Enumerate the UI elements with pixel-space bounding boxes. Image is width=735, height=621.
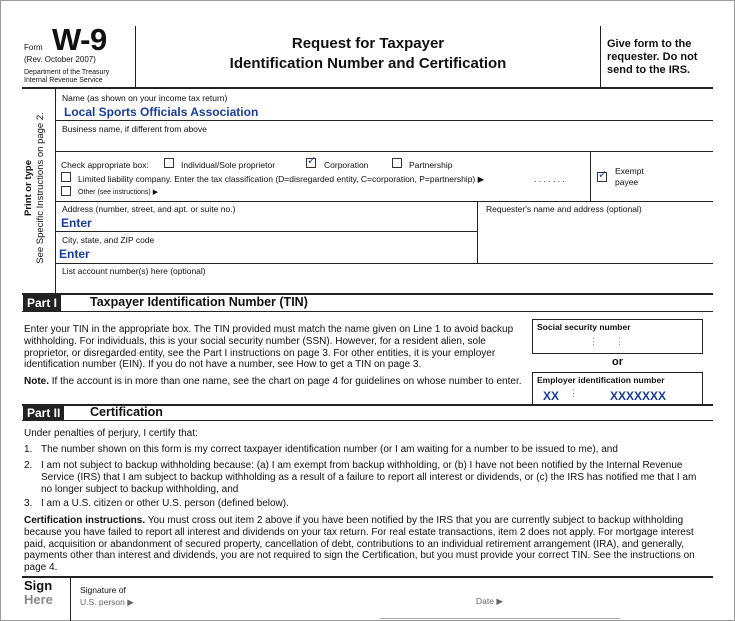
name-label: Name (as shown on your income tax return) (62, 93, 228, 103)
exempt-label-line1: Exempt (615, 166, 644, 176)
rule-address (55, 231, 477, 232)
requester-field[interactable] (486, 216, 706, 258)
signature-label-line2: U.S. person ▶ (80, 597, 134, 607)
sign-line2: Here (24, 592, 53, 607)
part1-title: Taxpayer Identification Number (TIN) (90, 295, 308, 309)
part2-title: Certification (90, 405, 163, 419)
date-label: Date ▶ (476, 596, 503, 606)
address-field[interactable]: Enter (61, 216, 92, 230)
form-prefix: Form (24, 43, 43, 52)
ssn-separator-2: ⋮ (615, 336, 624, 346)
item3-number: 3. (24, 498, 33, 509)
name-field[interactable]: Local Sports Officials Association (64, 105, 259, 119)
requester-divider (477, 201, 478, 263)
exempt-checkmark-icon: ✓ (598, 169, 608, 181)
part1-label: Part I (23, 295, 61, 311)
llc-label: Limited liability company. Enter the tax classification (D=disregarded entity, C=corporation, P=partnership) ▶ (78, 174, 485, 184)
sign-line1: Sign (24, 578, 53, 593)
part2-label: Part II (23, 405, 64, 421)
header-divider-right (600, 26, 601, 87)
rule-checkboxes (55, 201, 713, 202)
give-form-line1: Give form to the (607, 38, 692, 50)
part1-note (24, 376, 524, 388)
ssn-label: Social security number (537, 322, 631, 332)
or-text: or (612, 356, 623, 368)
signature-label-line1: Signature of (80, 585, 126, 595)
partnership-checkbox[interactable] (392, 158, 402, 168)
form-number: W-9 (52, 22, 107, 57)
part1-note-text: If the account is in more than one name, see the chart on page 4 for guidelines on whose number to enter. (49, 376, 522, 387)
signature-field[interactable] (160, 585, 460, 609)
header-bottom-rule (22, 87, 713, 89)
item3-text: I am a U.S. citizen or other U.S. person (defined below). (41, 498, 289, 509)
part1-instructions: Enter your TIN in the appropriate box. The TIN provided must match the name given on Line 1 to avoid backup withholding. For individuals, this is your social security number (SSN). However, for a resident alien, sole proprietor, or disregarded entity, see the Part I instructions on page 3. For other entities, it is your employer identification number (EIN). If you do not have a number, see How to get a TIN on page 3. (24, 324, 514, 371)
form-title-line1: Request for Taxpayer (291, 35, 445, 52)
item2-number: 2. (24, 460, 33, 471)
checkmark-icon: ✓ (307, 155, 317, 167)
ein-label: Employer identification number (537, 375, 665, 385)
dept-line2: Internal Revenue Service (24, 77, 103, 84)
dept-line1: Department of the Treasury (24, 69, 110, 76)
side-instructions (23, 112, 47, 264)
side-print-type: Print or type (23, 160, 34, 216)
llc-checkbox[interactable] (61, 172, 71, 182)
rule-city (55, 263, 713, 264)
ein-prefix-field[interactable]: XX (543, 389, 560, 403)
corporation-label: Corporation (324, 160, 369, 170)
certification-instructions (24, 515, 712, 574)
item1-text: The number shown on this form is my correct taxpayer identification number (or I am waiting for a number to be issued to me), and (41, 444, 618, 455)
ein-separator: ⋮ (569, 388, 578, 398)
cert-bold: Certification instructions. (24, 515, 146, 526)
part2-title-rule (22, 420, 713, 421)
part1-note-bold: Note. (24, 376, 49, 387)
cert-text: You must cross out item 2 above if you have been notified by the IRS that you are currently subject to backup withholding because you have failed to report all interest and dividends on your tax return. For real estate transactions, item 2 does not apply. For mortgage interest paid, acquisition or abandonment of secured property, cancellation of debt, contributions to an individual retirement arrangement (IRA), and generally, payments other than interest and dividends, you are not required to sign the Certification, but you must provide your correct TIN. See the instructions on page 4. (24, 515, 695, 574)
partnership-label: Partnership (409, 160, 453, 170)
sign-divider (70, 578, 71, 621)
sign-top-rule (22, 576, 713, 578)
part1-title-rule (22, 311, 713, 312)
individual-label: Individual/Sole proprietor (181, 160, 276, 170)
requester-label: Requester's name and address (optional) (486, 204, 642, 214)
perjury-intro: Under penalties of perjury, I certify that: (24, 428, 198, 439)
item2-text: I am not subject to backup withholding because: (a) I am exempt from backup withholding, or (b) I have not been notified by the Internal Revenue Service (IRS) that I am subject to backup withholding as a result of a failure to report all interest or dividends, or (c) the IRS has notified me that I am no longer subject to backup withholding, and (41, 460, 697, 495)
account-label: List account number(s) here (optional) (62, 266, 206, 276)
item1-number: 1. (24, 444, 33, 455)
rule-name (55, 120, 713, 121)
check-box-label: Check appropriate box: (61, 160, 149, 170)
other-checkbox[interactable] (61, 186, 71, 196)
llc-dots: . . . . . . . (534, 174, 565, 184)
business-name-field[interactable] (62, 136, 702, 148)
other-label: Other (see instructions) ▶ (78, 189, 159, 196)
ssn-separator-1: ⋮ (589, 336, 598, 346)
date-field[interactable] (520, 590, 705, 610)
side-see-instructions: See Specific Instructions on page 2. (35, 112, 46, 264)
exempt-label-line2: payee (615, 177, 639, 187)
city-field[interactable]: Enter (59, 247, 90, 261)
ein-number-field[interactable]: XXXXXXX (610, 389, 667, 403)
rule-business (55, 151, 713, 152)
exempt-divider (590, 151, 591, 201)
sign-bottom-rule (380, 618, 620, 619)
form-revision: (Rev. October 2007) (24, 55, 96, 64)
form-title-line2: Identification Number and Certification (229, 55, 507, 72)
give-form-line2: requester. Do not (607, 51, 698, 63)
city-label: City, state, and ZIP code (62, 235, 155, 245)
individual-checkbox[interactable] (164, 158, 174, 168)
business-label: Business name, if different from above (62, 124, 207, 134)
account-field[interactable] (62, 278, 702, 290)
address-label: Address (number, street, and apt. or suite no.) (62, 204, 236, 214)
give-form-line3: send to the IRS. (607, 64, 691, 76)
